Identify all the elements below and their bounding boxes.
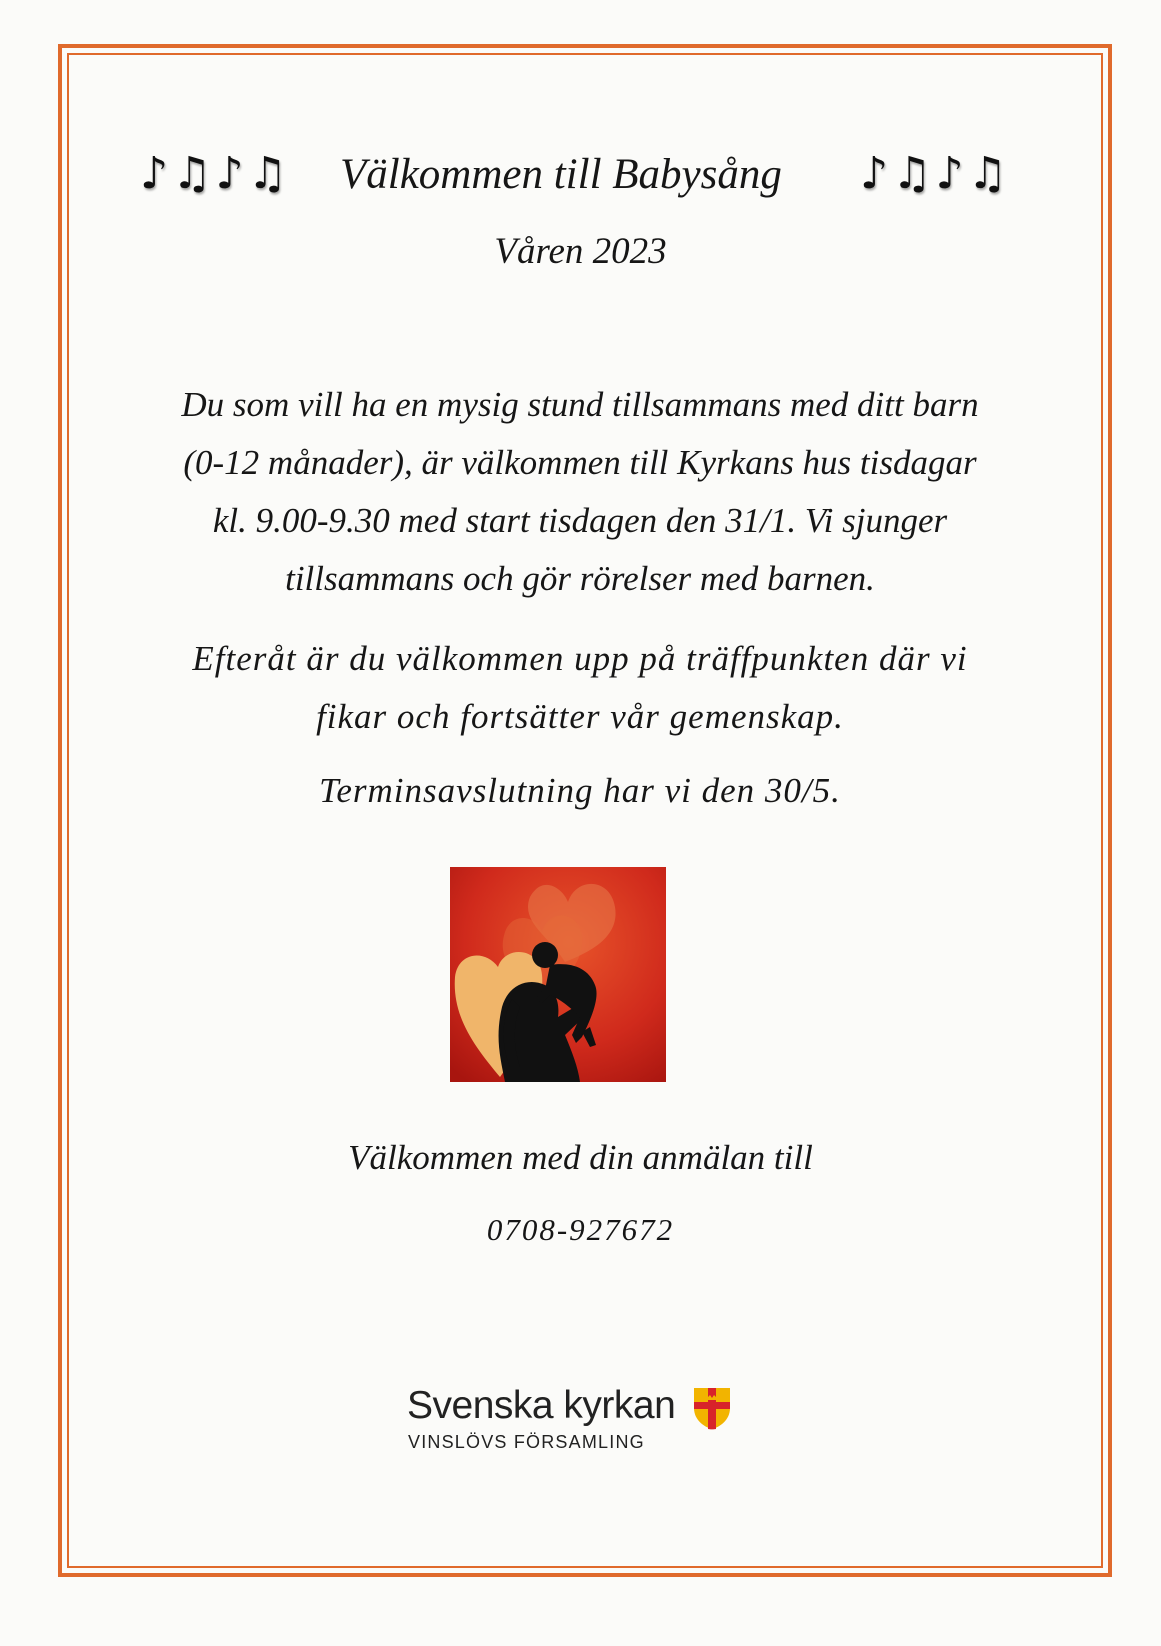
signup-text: Välkommen med din anmälan till	[348, 1138, 813, 1177]
fika-line-1: Efteråt är du välkommen upp på träffpunkten där vi	[192, 639, 968, 678]
logo-parish: VINSLÖVS FÖRSAMLING	[408, 1432, 645, 1452]
intro-line-4: tillsammans och gör rörelser med barnen.	[285, 559, 875, 598]
fika-line-2: fikar och fortsätter vår gemenskap.	[316, 697, 844, 736]
flyer-subtitle: Våren 2023	[494, 231, 667, 272]
parent-child-illustration	[450, 867, 666, 1082]
flyer-title: Välkommen till Babysång	[340, 151, 782, 198]
phone-number: 0708-927672	[486, 1212, 675, 1247]
intro-line-3: kl. 9.00-9.30 med start tisdagen den 31/1. Vi sjunger	[212, 501, 948, 540]
title-row	[0, 142, 1161, 212]
term-end-paragraph: Terminsavslutning har vi den 30/5.	[319, 771, 841, 810]
intro-paragraph	[130, 376, 1030, 608]
logo-name: Svenska kyrkan	[407, 1384, 676, 1427]
intro-line-2: (0-12 månader), är välkommen till Kyrkans hus tisdagar	[183, 443, 977, 482]
music-notes-left-icon: ♪♫♪♫	[140, 148, 292, 199]
church-cross-icon	[692, 1386, 732, 1430]
intro-line-1: Du som vill ha en mysig stund tillsammans med ditt barn	[181, 385, 979, 424]
music-notes-right-icon: ♪♫♪♫	[860, 148, 1012, 199]
svenska-kyrkan-logo	[407, 1384, 757, 1464]
fika-paragraph	[130, 630, 1030, 746]
